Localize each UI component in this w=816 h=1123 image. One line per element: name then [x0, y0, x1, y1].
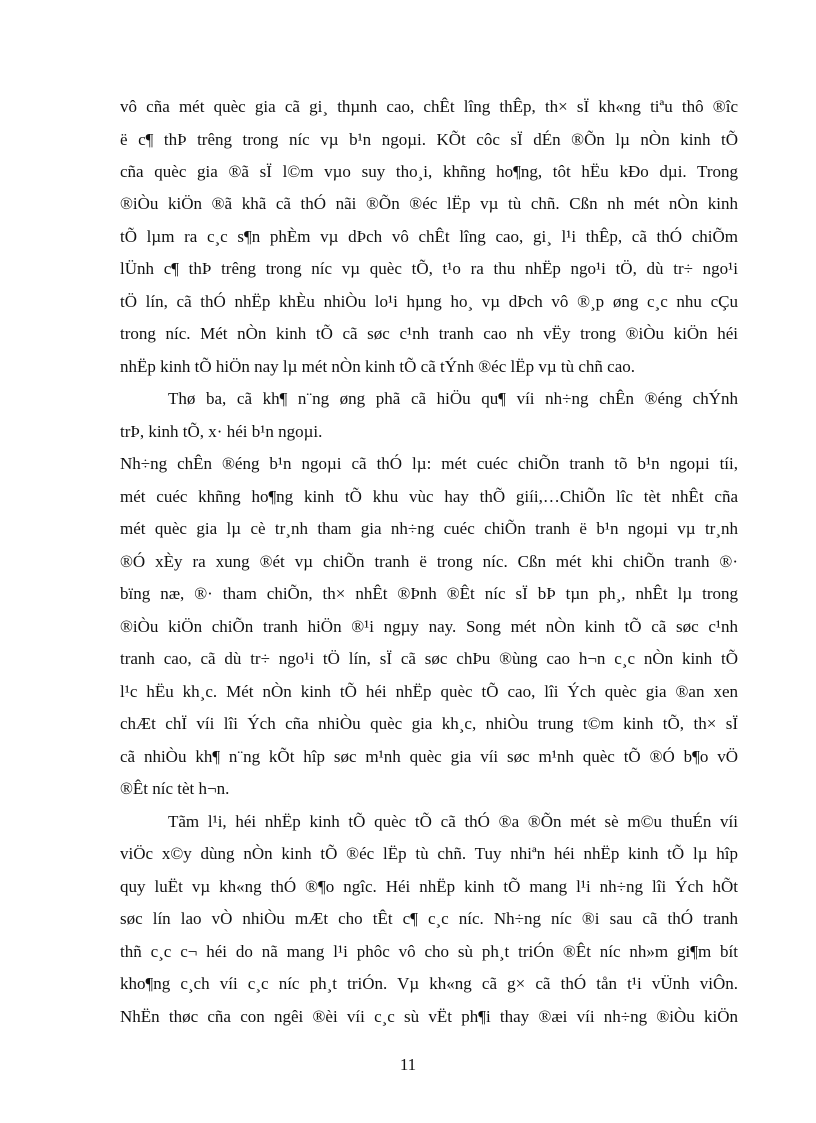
text-line: vô cña mét quèc gia cã gi¸ thµnh cao, chÊt lîng thÊp, th× sÏ kh«ng tiªu thô ®îc — [120, 97, 738, 116]
text-line: mét quèc gia lµ cè tr¸nh tham gia nh÷ng cuéc chiÕn tranh ë b¹n ngoµi vµ tr¸nh — [120, 519, 738, 538]
text-line: mét cuéc khñng ho¶ng kinh tÕ khu vùc hay thÕ giíi,…ChiÕn lîc tèt nhÊt cña — [120, 487, 738, 506]
text-line: chÆt chÏ víi lîi Ých cña nhiÒu quèc gia kh¸c, nhiÒu trung t©m kinh tÕ, th× sÏ — [120, 714, 738, 733]
text-line: nhËp kinh tÕ hiÖn nay lµ mét nÒn kinh tÕ cã tÝnh ®éc lËp vµ tù chñ cao. — [120, 357, 636, 376]
text-line: bïng næ, ®· tham chiÕn, th× nhÊt ®Þnh ®Êt níc sÏ bÞ tµn ph¸, nhÊt lµ trong — [120, 584, 738, 603]
text-line: ®Ó xÈy ra xung ®ét vµ chiÕn tranh ë trong níc. Cßn mét khi chiÕn tranh ®· — [120, 552, 738, 571]
text-line: NhËn thøc cña con ngêi ®èi víi c¸c sù vËt ph¶i thay ®æi víi nh÷ng ®iÒu kiÖn — [120, 1007, 738, 1026]
text-line: Tãm l¹i, héi nhËp kinh tÕ quèc tÕ cã thÓ ®a ®Õn mét sè m©u thuÉn víi — [168, 812, 738, 831]
text-line: l¹c hËu kh¸c. Mét nÒn kinh tÕ héi nhËp quèc tÕ cao, lîi Ých quèc gia ®an xen — [120, 682, 738, 701]
text-line: tÖ lín, cã thÓ nhËp khÈu nhiÒu lo¹i hµng ho¸ vµ dÞch vô ®¸p øng c¸c nhu cÇu — [120, 292, 738, 311]
text-line: lÜnh c¶ thÞ trêng trong níc vµ quèc tÕ, t¹o ra thu nhËp ngo¹i tÖ, dù tr÷ ngo¹i — [120, 259, 738, 278]
text-line: ®iÒu kiÖn chiÕn tranh hiÖn ®¹i ngµy nay. Song mét nÒn kinh tÕ cã søc c¹nh — [120, 617, 738, 636]
text-line: quy luËt vµ kh«ng thÓ ®¶o ngîc. Héi nhËp kinh tÕ mang l¹i nh÷ng lîi Ých hÕt — [120, 877, 738, 896]
text-line: ®iÒu kiÖn ®ã khã cã thÓ nãi ®Õn ®éc lËp vµ tù chñ. Cßn nh mét nÒn kinh — [120, 194, 738, 213]
text-line: thñ c¸c c¬ héi do nã mang l¹i phôc vô cho sù ph¸t triÓn ®Êt níc nh»m gi¶m bít — [120, 942, 738, 961]
text-line: cã nhiÒu kh¶ n¨ng kÕt hîp søc m¹nh quèc gia víi søc m¹nh quèc tÕ ®Ó b¶o vÖ — [120, 747, 738, 766]
text-line: viÖc x©y dùng nÒn kinh tÕ ®éc lËp tù chñ. Tuy nhiªn héi nhËp kinh tÕ lµ hîp — [120, 844, 738, 863]
text-line: cña quèc gia ®ã sÏ l©m vµo suy tho¸i, khñng ho¶ng, tôt hËu kÐo dµi. Trong — [120, 162, 738, 181]
text-line: tranh cao, cã dù tr÷ ngo¹i tÖ lín, sÏ cã søc chÞu ®ùng cao h¬n c¸c nÒn kinh tÕ — [120, 649, 738, 668]
page-number: 11 — [399, 1055, 417, 1074]
text-line: trong níc. Mét nÒn kinh tÕ cã søc c¹nh tranh cao nh vËy trong ®iÒu kiÖn héi — [120, 324, 738, 343]
text-line: Thø ba, cã kh¶ n¨ng øng phã cã hiÖu qu¶ víi nh÷ng chÊn ®éng chÝnh — [168, 389, 738, 408]
text-line: søc lín lao vÒ nhiÒu mÆt cho tÊt c¶ c¸c níc. Nh÷ng níc ®i sau cã thÓ tranh — [120, 909, 738, 928]
text-line: tÕ lµm ra c¸c s¶n phÈm vµ dÞch vô chÊt lîng cao, gi¸ l¹i thÊp, cã thÓ chiÕm — [120, 227, 738, 246]
text-line: kho¶ng c¸ch víi c¸c níc ph¸t triÓn. Vµ kh«ng cã g× cã thÓ tån t¹i vÜnh viÔn. — [120, 974, 738, 993]
text-line: ®Êt níc tèt h¬n. — [120, 779, 230, 798]
text-line: Nh÷ng chÊn ®éng b¹n ngoµi cã thÓ lµ: mét cuéc chiÕn tranh tõ b¹n ngoµi tíi, — [120, 454, 738, 473]
text-line: ë c¶ thÞ trêng trong níc vµ b¹n ngoµi. KÕt côc sÏ dÉn ®Õn lµ nÒn kinh tÕ — [120, 130, 738, 149]
text-line: trÞ, kinh tÕ, x· héi b¹n ngoµi. — [120, 422, 323, 441]
